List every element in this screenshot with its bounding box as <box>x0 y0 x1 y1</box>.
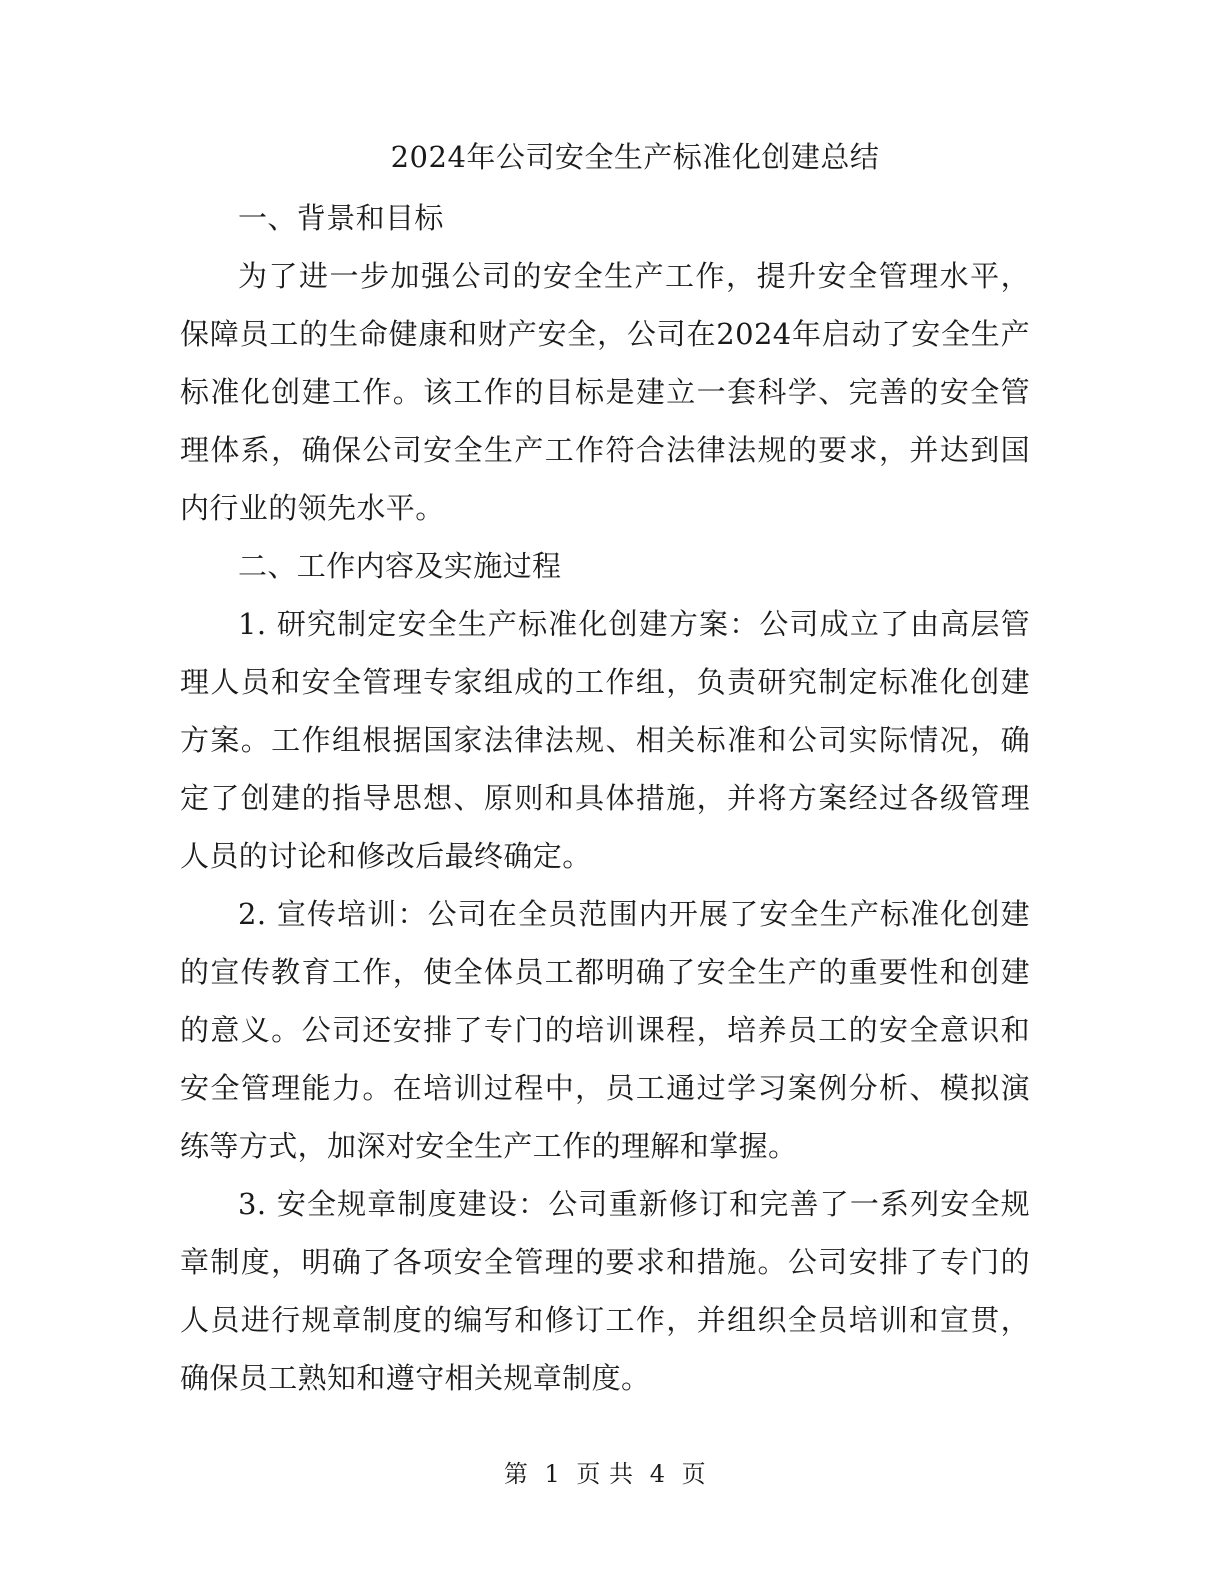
footer-prefix: 第 <box>503 1460 529 1488</box>
section-heading-background: 一、背景和目标 <box>238 201 444 235</box>
paragraph-item-3: 3. 安全规章制度建设：公司重新修订和完善了一系列安全规章制度，明确了各项安全管理的要求和措施。公司安排了专门的人员进行规章制度的编写和修订工作，并组织全员培训和宣贯，确保员工熟知和遵守相关规章制度。 <box>180 1187 1030 1395</box>
paragraph-item-1: 1. 研究制定安全生产标准化创建方案：公司成立了由高层管理人员和安全管理专家组成的工作组，负责研究制定标准化创建方案。工作组根据国家法律法规、相关标准和公司实际情况，确定了创建的指导思想、原则和具体措施，并将方案经过各级管理人员的讨论和修改后最终确定。 <box>180 607 1030 873</box>
section-heading-work-content: 二、工作内容及实施过程 <box>238 549 562 583</box>
total-pages-number: 4 <box>649 1460 666 1488</box>
document-title: 2024年公司安全生产标准化创建总结 <box>390 140 880 174</box>
footer-middle: 页 共 <box>576 1460 634 1488</box>
paragraph-background: 为了进一步加强公司的安全生产工作，提升安全管理水平，保障员工的生命健康和财产安全，公司在2024年启动了安全生产标准化创建工作。该工作的目标是建立一套科学、完善的安全管理体系，确保公司安全生产工作符合法律法规的要求，并达到国内行业的领先水平。 <box>180 259 1030 525</box>
paragraph-item-2: 2. 宣传培训：公司在全员范围内开展了安全生产标准化创建的宣传教育工作，使全体员工都明确了安全生产的重要性和创建的意义。公司还安排了专门的培训课程，培养员工的安全意识和安全管理能力。在培训过程中，员工通过学习案例分析、模拟演练等方式，加深对安全生产工作的理解和掌握。 <box>180 897 1030 1163</box>
document-body <box>180 189 1030 1407</box>
footer-suffix: 页 <box>681 1460 707 1488</box>
current-page-number: 1 <box>544 1460 561 1488</box>
page-footer <box>0 1457 1210 1491</box>
